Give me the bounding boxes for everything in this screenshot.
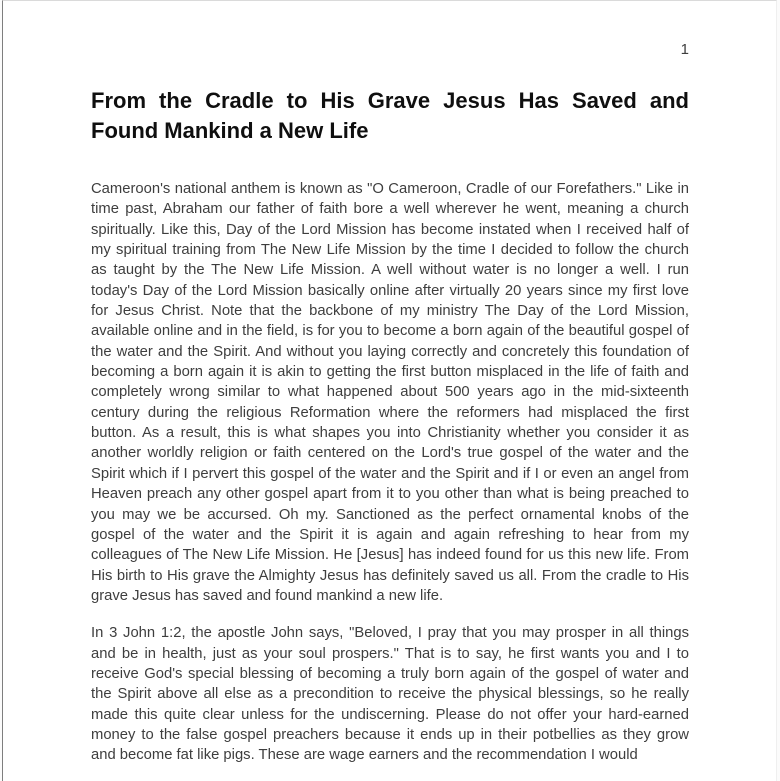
page-number: 1 <box>680 41 689 58</box>
body-paragraph: Cameroon's national anthem is known as "O Cameroon, Cradle of our Forefathers." Like in time past, Abraham our father of faith bore a well wherever he went, meaning a church spiritually. Like this, Day of the Lord Mission has become instated when I received half of my spiritual training from The New Life Mission by the time I decided to follow the church as taught by the The New Life Mission. A well without water is no longer a well. I run today's Day of the Lord Mission basically online after virtually 20 years since my first love for Jesus Christ. Note that the backbone of my ministry The Day of the Lord Mission, available online and in the field, is for you to become a born again of the beautiful gospel of the water and the Spirit. And without you laying correctly and concretely this foundation of becoming a born again it is akin to getting the first button misplaced in the life of faith and completely wrong similar to what happened about 500 years ago in the mid-sixteenth century during the religious Reformation where the reformers had misplaced the first button. As a result, this is what shapes you into Christianity whether you consider it as another worldly religion or faith centered on the Lord's true gospel of the water and the Spirit which if I pervert this gospel of the water and the Spirit and if I or even an angel from Heaven preach any other gospel apart from it to you other than what is being preached to you may we be accursed. Oh my. Sanctioned as the perfect ornamental knobs of the gospel of the water and the Spirit it is again and again refreshing to hear from my colleagues of The New Life Mission. He [Jesus] has indeed found for us this new life. From His birth to His grave the Almighty Jesus has definitely saved us all. From the cradle to His grave Jesus has saved and found mankind a new life. <box>91 181 689 604</box>
document-page <box>2 0 777 781</box>
page-content <box>3 1 776 766</box>
body-paragraph: In 3 John 1:2, the apostle John says, "Beloved, I pray that you may prosper in all things and be in health, just as your soul prospers." That is to say, he first wants you and I to receive God's special blessing of becoming a truly born again of the gospel of water and the Spirit above all else as a precondition to receive the physical blessings, so he really made this quite clear unless for the undiscerning. Please do not offer your hard-earned money to the false gospel preachers because it ends up in their potbellies as they grow and become fat like pigs. These are wage earners and the recommendation I would <box>91 625 689 764</box>
document-title: From the Cradle to His Grave Jesus Has Saved and Found Mankind a New Life <box>91 88 689 143</box>
